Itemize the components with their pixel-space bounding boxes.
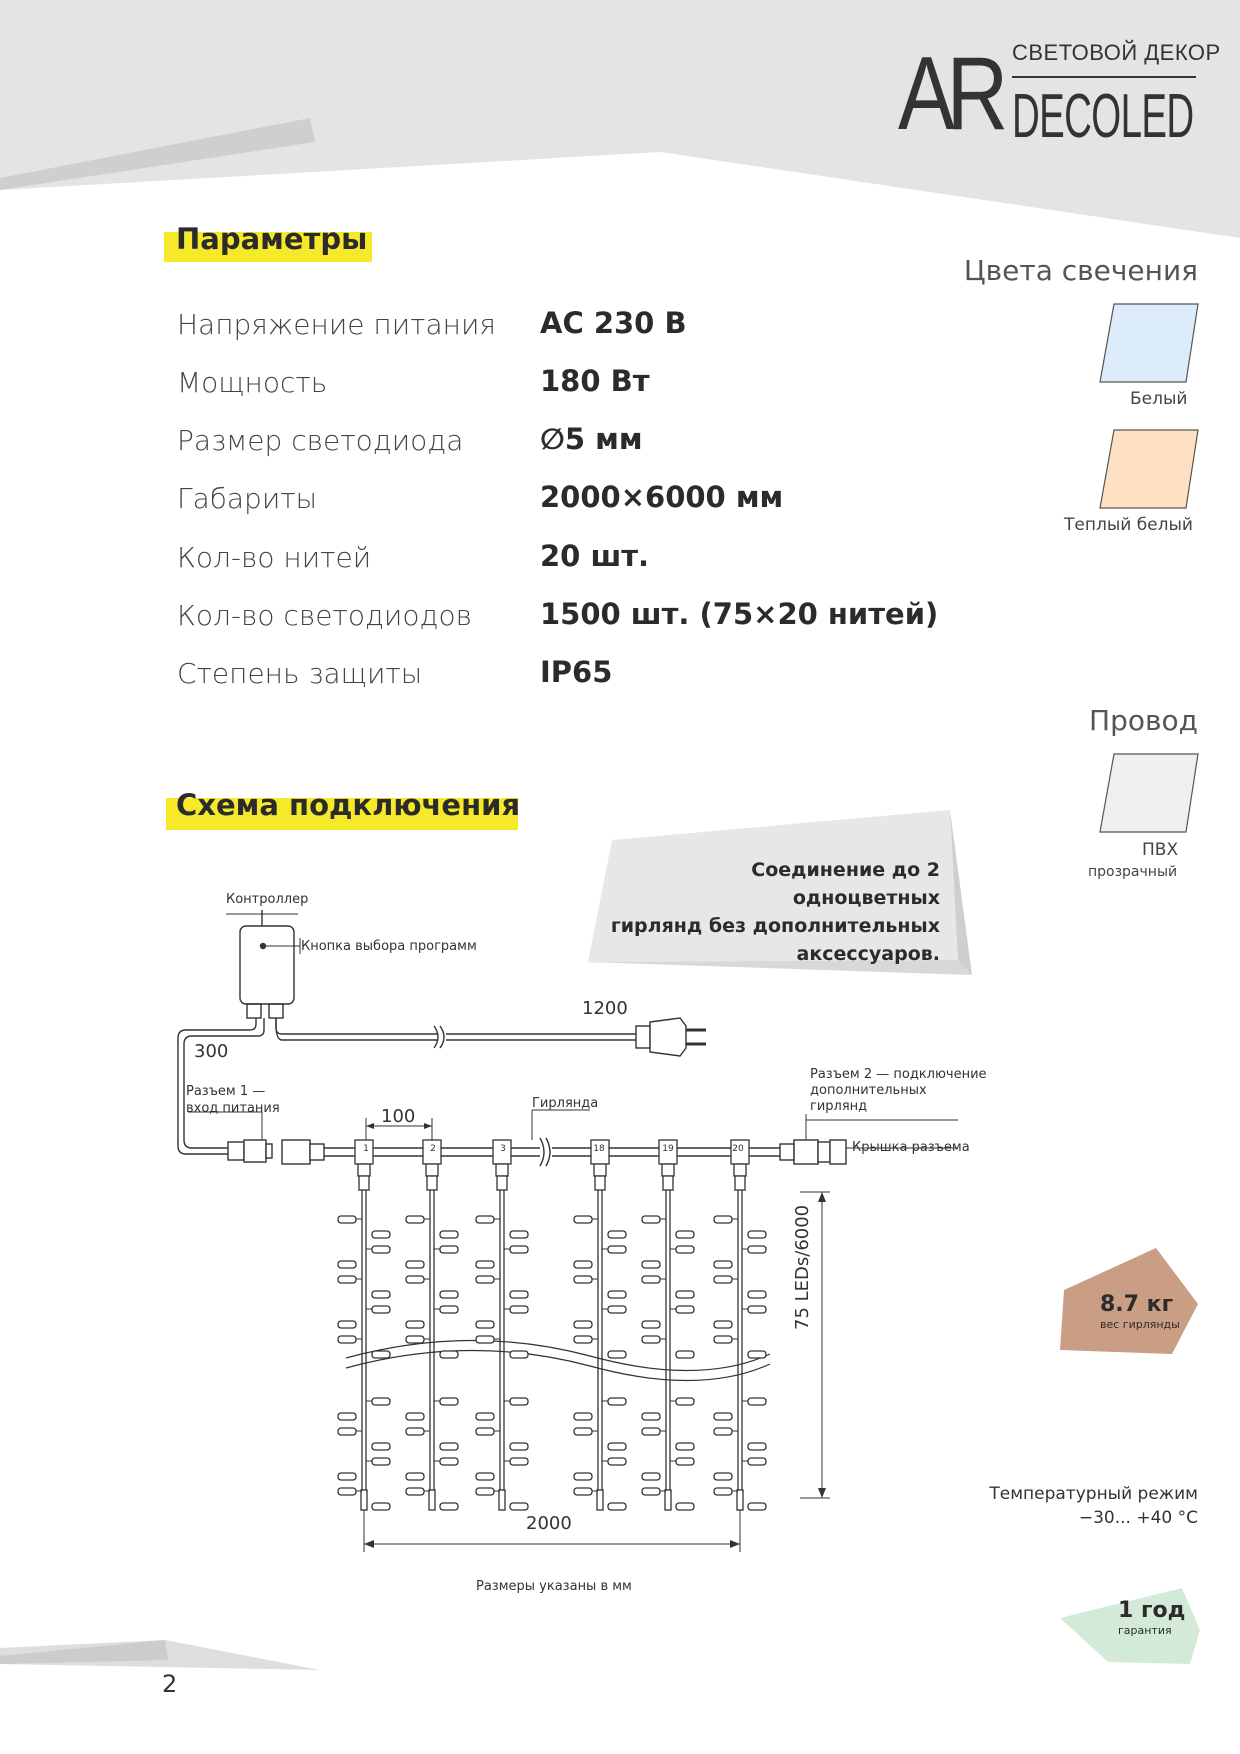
- spec-label: Мощность: [177, 366, 328, 399]
- led: [372, 1398, 390, 1405]
- spec-value: 1500 шт. (75×20 нитей): [540, 597, 939, 631]
- led: [642, 1261, 660, 1268]
- led: [440, 1443, 458, 1450]
- led: [676, 1351, 694, 1358]
- led: [338, 1216, 356, 1223]
- led: [748, 1246, 766, 1253]
- spec-value: IP65: [540, 655, 613, 689]
- page-number: 2: [162, 1670, 178, 1698]
- led: [406, 1336, 424, 1343]
- led: [476, 1473, 494, 1480]
- led: [608, 1458, 626, 1465]
- led: [372, 1291, 390, 1298]
- spec-value: 180 Вт: [540, 364, 650, 398]
- led: [440, 1291, 458, 1298]
- led: [574, 1428, 592, 1435]
- spec-value: ∅5 мм: [540, 422, 643, 456]
- led: [574, 1321, 592, 1328]
- led: [574, 1488, 592, 1495]
- led: [714, 1336, 732, 1343]
- led: [338, 1413, 356, 1420]
- led: [338, 1488, 356, 1495]
- led: [338, 1336, 356, 1343]
- strand-connector: [735, 1176, 745, 1190]
- connector2-label: Разъем 2 — подключение: [810, 1067, 987, 1082]
- led: [748, 1503, 766, 1510]
- spec-label: Напряжение питания: [177, 308, 496, 341]
- warranty-label: гарантия: [1118, 1624, 1172, 1637]
- led: [372, 1458, 390, 1465]
- weight-value: 8.7 кг: [1100, 1292, 1174, 1317]
- led: [608, 1351, 626, 1358]
- strand-connector: [594, 1164, 606, 1176]
- led: [714, 1321, 732, 1328]
- led: [748, 1291, 766, 1298]
- led: [608, 1231, 626, 1238]
- led: [406, 1488, 424, 1495]
- strand-connector: [496, 1164, 508, 1176]
- led: [676, 1246, 694, 1253]
- callout-line: Соединение до 2 одноцветных: [751, 859, 940, 909]
- led: [714, 1473, 732, 1480]
- led: [338, 1321, 356, 1328]
- led: [372, 1246, 390, 1253]
- led: [476, 1413, 494, 1420]
- connector1-label: Разъем 1 —: [186, 1084, 266, 1099]
- dimension-2000: 2000: [526, 1513, 572, 1534]
- connector2-label-2: дополнительных: [810, 1083, 927, 1098]
- schema-heading: Схема подключения: [176, 788, 521, 822]
- led: [372, 1351, 390, 1358]
- led: [510, 1351, 528, 1358]
- spec-label: Кол-во нитей: [177, 541, 372, 574]
- led: [338, 1473, 356, 1480]
- led: [676, 1231, 694, 1238]
- strand-connector: [359, 1176, 369, 1190]
- led: [406, 1428, 424, 1435]
- led: [676, 1458, 694, 1465]
- led: [642, 1276, 660, 1283]
- led: [574, 1261, 592, 1268]
- led: [440, 1458, 458, 1465]
- strand-connector: [734, 1164, 746, 1176]
- wire-label-2: прозрачный: [1088, 864, 1178, 880]
- led: [476, 1261, 494, 1268]
- led: [608, 1443, 626, 1450]
- led: [372, 1231, 390, 1238]
- led: [748, 1231, 766, 1238]
- spec-value: 20 шт.: [540, 539, 650, 573]
- strand-end: [429, 1490, 435, 1510]
- led: [608, 1306, 626, 1313]
- strand-connector: [595, 1176, 605, 1190]
- spec-value: AC 230 В: [540, 306, 687, 340]
- node-number: 18: [593, 1144, 605, 1154]
- strand-connector: [427, 1176, 437, 1190]
- led: [372, 1306, 390, 1313]
- led: [642, 1321, 660, 1328]
- temperature-range: −30... +40 °С: [1078, 1508, 1198, 1528]
- led: [714, 1276, 732, 1283]
- led: [642, 1216, 660, 1223]
- led: [748, 1443, 766, 1450]
- led: [676, 1291, 694, 1298]
- led: [406, 1473, 424, 1480]
- led: [714, 1488, 732, 1495]
- spec-label: Габариты: [177, 482, 318, 515]
- connector1-label-2: вход питания: [186, 1101, 280, 1116]
- garland-label: Гирлянда: [532, 1096, 599, 1111]
- led: [748, 1398, 766, 1405]
- node-number: 19: [662, 1144, 674, 1154]
- led: [608, 1291, 626, 1298]
- led: [510, 1503, 528, 1510]
- spec-label: Кол-во светодиодов: [177, 599, 472, 632]
- led: [476, 1336, 494, 1343]
- led: [406, 1321, 424, 1328]
- callout-line: аксессуаров.: [796, 943, 940, 965]
- spec-label: Размер светодиода: [177, 424, 464, 457]
- led: [338, 1261, 356, 1268]
- dimension-300: 300: [194, 1041, 229, 1062]
- led: [748, 1458, 766, 1465]
- led: [476, 1428, 494, 1435]
- led: [676, 1306, 694, 1313]
- led: [642, 1413, 660, 1420]
- led: [440, 1246, 458, 1253]
- connector2-label-3: гирлянд: [810, 1099, 868, 1114]
- colors-title: Цвета свечения: [963, 254, 1198, 287]
- spec-label: Степень защиты: [177, 657, 423, 690]
- strand-end: [737, 1490, 743, 1510]
- spec-value: 2000×6000 мм: [540, 480, 784, 514]
- weight-label: вес гирлянды: [1100, 1318, 1180, 1331]
- strand-end: [361, 1490, 367, 1510]
- led: [748, 1306, 766, 1313]
- led: [574, 1413, 592, 1420]
- led: [372, 1503, 390, 1510]
- logo-decoled: DECOLED: [1012, 82, 1194, 151]
- led: [642, 1428, 660, 1435]
- led: [510, 1246, 528, 1253]
- led: [714, 1216, 732, 1223]
- led: [440, 1231, 458, 1238]
- callout-line: гирлянд без дополнительных: [610, 915, 940, 937]
- strand-connector: [662, 1164, 674, 1176]
- led: [642, 1473, 660, 1480]
- led: [406, 1261, 424, 1268]
- led: [338, 1428, 356, 1435]
- led: [510, 1231, 528, 1238]
- node-number: 1: [363, 1144, 369, 1154]
- led: [372, 1443, 390, 1450]
- led: [642, 1336, 660, 1343]
- led: [574, 1473, 592, 1480]
- led: [510, 1291, 528, 1298]
- led: [676, 1443, 694, 1450]
- node-number: 3: [500, 1144, 506, 1154]
- warranty-value: 1 год: [1118, 1598, 1186, 1623]
- led: [608, 1398, 626, 1405]
- button-label: Кнопка выбора программ: [301, 939, 477, 954]
- strand-connector: [497, 1176, 507, 1190]
- led: [676, 1398, 694, 1405]
- led: [642, 1488, 660, 1495]
- led: [406, 1276, 424, 1283]
- led: [714, 1261, 732, 1268]
- led: [510, 1443, 528, 1450]
- controller-label: Контроллер: [226, 892, 309, 907]
- wire-label: ПВХ: [1142, 840, 1179, 860]
- led: [574, 1336, 592, 1343]
- strand-end: [597, 1490, 603, 1510]
- led: [714, 1413, 732, 1420]
- led: [676, 1503, 694, 1510]
- swatch-white-label: Белый: [1130, 389, 1188, 409]
- led: [406, 1413, 424, 1420]
- wire-title: Провод: [1089, 704, 1198, 737]
- swatch-warm-white-label: Теплый белый: [1064, 515, 1193, 535]
- led: [440, 1306, 458, 1313]
- dimension-100: 100: [381, 1106, 416, 1127]
- logo-ar: AR: [898, 36, 1001, 152]
- node-number: 2: [430, 1144, 436, 1154]
- led: [476, 1321, 494, 1328]
- cap-label: Крышка разъема: [852, 1140, 970, 1155]
- led: [440, 1351, 458, 1358]
- led: [510, 1458, 528, 1465]
- led: [476, 1276, 494, 1283]
- temperature: [989, 1482, 1198, 1530]
- led: [440, 1503, 458, 1510]
- dimensions-note: Размеры указаны в мм: [476, 1579, 632, 1594]
- strand-connector: [358, 1164, 370, 1176]
- temperature-label: Температурный режим: [989, 1484, 1198, 1504]
- led: [476, 1488, 494, 1495]
- logo-subtitle: СВЕТОВОЙ ДЕКОР: [1012, 40, 1221, 65]
- led: [510, 1306, 528, 1313]
- led: [748, 1351, 766, 1358]
- strand-end: [499, 1490, 505, 1510]
- led: [440, 1398, 458, 1405]
- params-heading: Параметры: [176, 222, 368, 256]
- led: [574, 1276, 592, 1283]
- node-number: 20: [732, 1144, 744, 1154]
- led: [608, 1503, 626, 1510]
- strand-connector: [663, 1176, 673, 1190]
- dimension-75-leds: 75 LEDs/6000: [792, 1204, 813, 1330]
- strand-connector: [426, 1164, 438, 1176]
- led: [510, 1398, 528, 1405]
- led: [608, 1246, 626, 1253]
- led: [406, 1216, 424, 1223]
- led: [714, 1428, 732, 1435]
- led: [338, 1276, 356, 1283]
- strand-end: [665, 1490, 671, 1510]
- led: [476, 1216, 494, 1223]
- dimension-1200: 1200: [582, 998, 628, 1019]
- led: [574, 1216, 592, 1223]
